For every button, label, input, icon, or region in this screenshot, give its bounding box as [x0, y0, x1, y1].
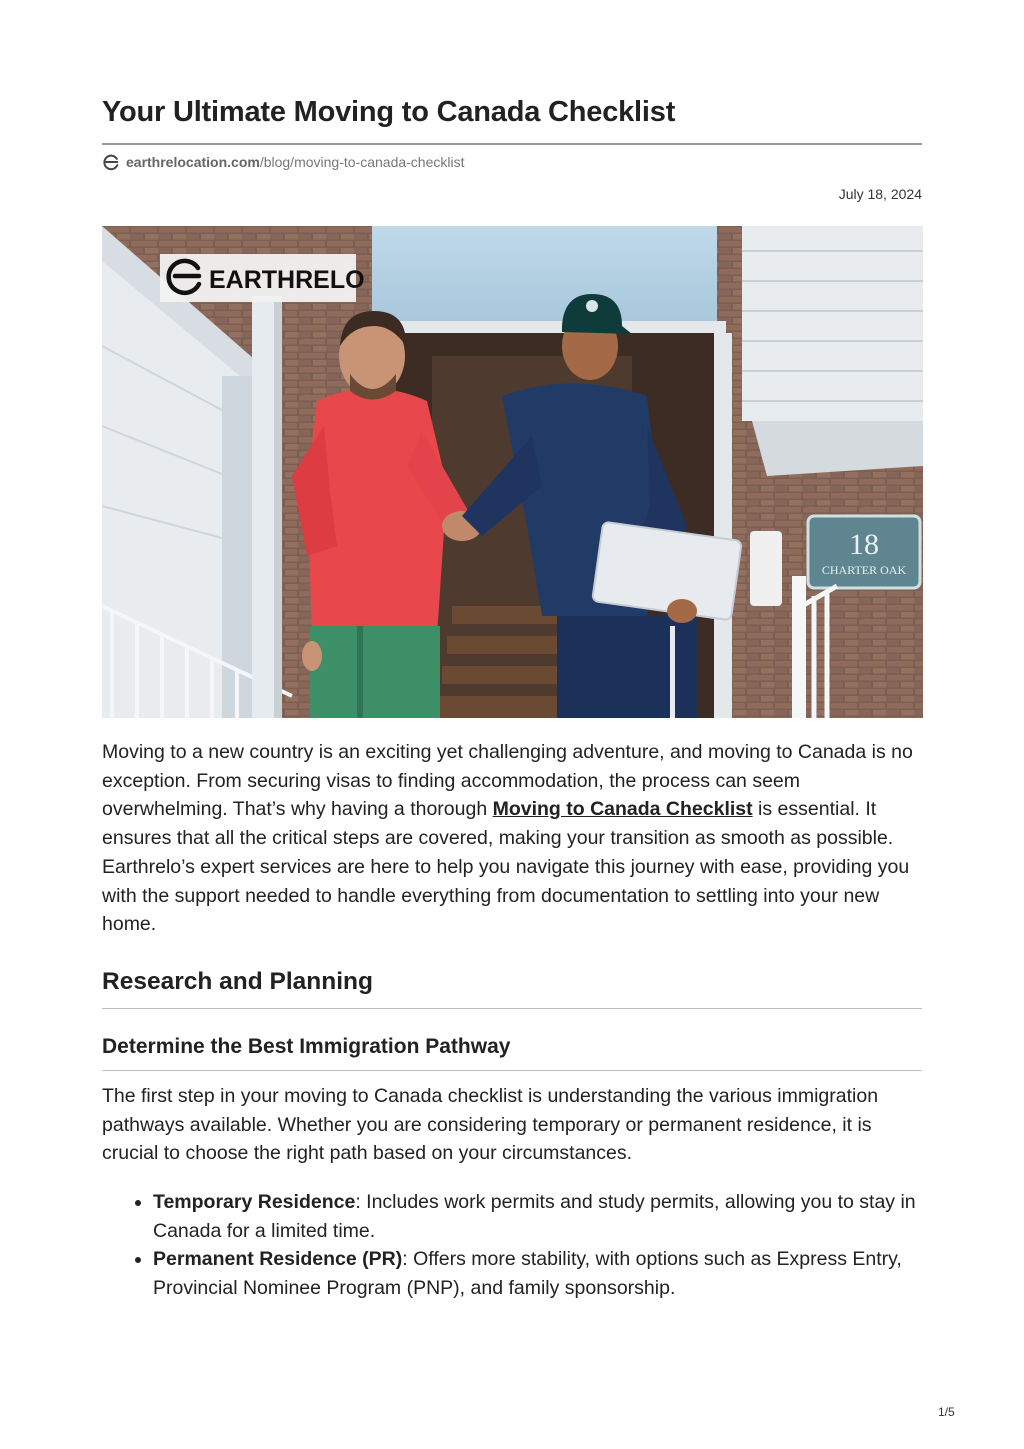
house-street: CHARTER OAK	[821, 563, 907, 577]
section-heading: Research and Planning	[102, 968, 373, 995]
intro-text-before: Moving to a new country is an exciting yet challenging adventure, and moving to Canada is no exception. From securing visas to finding accommodation, the process can seem overwhelming. That’s why having a thorough	[102, 741, 913, 821]
house-number: 18	[849, 528, 879, 561]
source-line	[102, 152, 464, 172]
pathway-list	[102, 1188, 922, 1303]
section-divider	[102, 1008, 922, 1009]
list-item-term: Temporary Residence	[153, 1191, 356, 1213]
list-item	[153, 1245, 922, 1302]
list-item-text: : Includes work permits and study permits, allowing you to stay in Canada for a limited time.	[153, 1191, 916, 1242]
subsection-divider	[102, 1070, 922, 1071]
subsection-heading: Determine the Best Immigration Pathway	[102, 1035, 511, 1058]
publish-date: July 18, 2024	[838, 186, 922, 202]
hero-brand-text: EARTHRELO	[209, 266, 365, 294]
page-title: Your Ultimate Moving to Canada Checklist	[102, 96, 676, 128]
intro-paragraph	[102, 738, 924, 939]
hero-illustration	[102, 226, 923, 718]
list-item-term: Permanent Residence (PR)	[153, 1248, 403, 1271]
checklist-link[interactable]: Moving to Canada Checklist	[492, 798, 753, 821]
list-item-text: : Offers more stability, with options such as Express Entry, Provincial Nominee Program (PNP), and family sponsorship.	[153, 1248, 902, 1300]
section-paragraph: The first step in your moving to Canada checklist is understanding the various immigration pathways available. Whether you are considering temporary or permanent residence, it is crucial to choose the right path based on your circumstances.	[102, 1085, 879, 1165]
page-number: 1/5	[938, 1405, 955, 1419]
hero-image	[102, 226, 923, 718]
source-domain[interactable]: earthrelocation.com	[126, 154, 260, 170]
list-item	[153, 1188, 922, 1245]
earthrelo-logo-icon	[102, 153, 120, 171]
intro-text-after: is essential. It ensures that all the critical steps are covered, making your transition as smooth as possible. Earthrelo’s expert services are here to help you navigate this journey with ease, providing you with the support needed to handle everything from documentation to settling into your new home.	[102, 798, 910, 936]
source-path[interactable]: /blog/moving-to-canada-checklist	[259, 154, 465, 170]
title-divider	[102, 143, 922, 145]
